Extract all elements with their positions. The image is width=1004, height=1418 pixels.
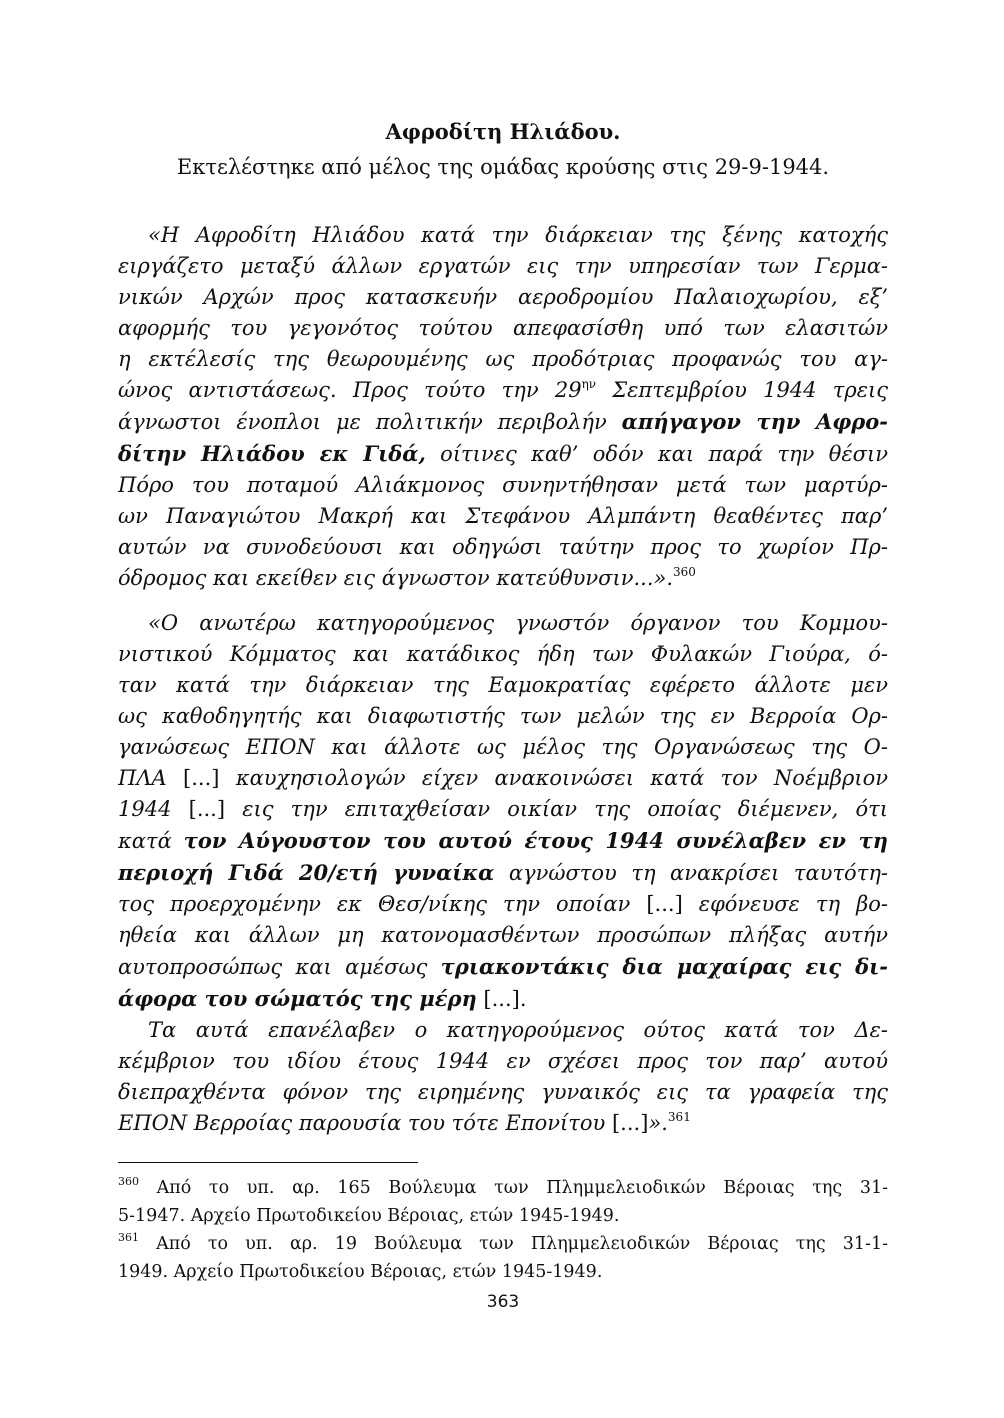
ellipsis-bracket: [...] — [611, 1111, 649, 1135]
text-line — [118, 889, 888, 920]
text-line — [118, 1046, 888, 1077]
text-line — [118, 1077, 888, 1108]
text-line — [118, 282, 888, 313]
text-run: ταν κατά την διάρκειαν της Εαμοκρατίας εφέρετο άλλοτε μεν — [118, 673, 888, 697]
text-run: εις την επιταχθείσαν οικίαν της οποίας διέμενεν, ότι — [225, 797, 888, 821]
text-run: ώνος αντιστάσεως. Προς τούτο την 29 — [118, 378, 582, 402]
footnote-ref-361: 361 — [667, 1110, 691, 1124]
footnote-line — [118, 1202, 888, 1230]
ellipsis-bracket: [...] — [188, 797, 226, 821]
text-line — [118, 1108, 888, 1139]
text-run: η εκτέλεσίς της θεωρουμένης ως προδότριας προφανώς του αγ- — [118, 347, 888, 371]
text-run: νιστικού Κόμματος και κατάδικος ήδη των Φυλακών Γιούρα, ό- — [118, 642, 888, 666]
ellipsis-bracket: [...] — [646, 892, 683, 916]
text-run: ΕΠΟΝ Βερροίας παρουσία του τότε Επονίτου — [118, 1111, 612, 1135]
footnote-360 — [118, 1174, 888, 1230]
bold-text: άφορα του σώματός της μέρη — [118, 986, 477, 1011]
text-run: ως καθοδηγητής και διαφωτιστής των μελών της εν Βερροία Ορ- — [118, 704, 888, 728]
text-line — [118, 639, 888, 670]
bold-text: τον Αύγουστον του αυτού έτους 1944 συνέλαβεν εν τη — [183, 828, 888, 853]
section-title: Αφροδίτη Ηλιάδου. — [385, 119, 621, 144]
footnote-divider — [118, 1162, 418, 1163]
ellipsis-bracket: [...]. — [476, 987, 527, 1011]
text-run: ων Παναγιώτου Μακρή και Στεφάνου Αλμπάντη θεαθέντες παρ’ — [118, 504, 888, 528]
text-line — [118, 220, 888, 251]
text-run: Τα αυτά επανέλαβεν ο κατηγορούμενος ούτος κατά τον Δε- — [148, 1018, 888, 1042]
text-line — [118, 532, 888, 563]
text-line — [118, 951, 888, 983]
text-run: όδρομος και εκείθεν εις άγνωστον κατεύθυνσιν...». — [118, 566, 674, 590]
bold-text: δίτην Ηλιάδου εκ Γιδά, — [118, 441, 426, 466]
text-run: Πόρο του ποταμού Αλιάκμονος συνηντήθησαν μετά των μαρτύρ- — [118, 473, 888, 497]
footnote-number: 361 — [118, 1231, 139, 1244]
text-run: αυτών να συνοδεύουσι και οδηγώσι ταύτην προς το χωρίον Πρ- — [118, 535, 888, 559]
text-line — [118, 920, 888, 951]
text-line — [118, 794, 888, 825]
footnote-line — [118, 1230, 888, 1258]
text-run: οίτινες καθ’ οδόν και παρά την θέσιν — [425, 442, 888, 466]
footnote-ref-360: 360 — [673, 565, 696, 579]
section-subtitle: Εκτελέστηκε από μέλος της ομάδας κρούσης στις 29-9-1944. — [176, 155, 830, 179]
text-run: ΠΛΑ — [118, 766, 184, 790]
bold-text: απήγαγον την Αφρο- — [621, 409, 888, 434]
text-run: διεπραχθέντα φόνον της ειρημένης γυναικός εις τα γραφεία της — [118, 1080, 888, 1104]
text-run: νικών Αρχών προς κατασκευήν αεροδρομίου Παλαιοχωρίου, εξ’ — [118, 285, 888, 309]
footnote-text: Από το υπ. αρ. 19 Βούλευμα των Πλημμελειοδικών Βέροιας της 31-1- — [139, 1234, 888, 1254]
text-line — [118, 470, 888, 501]
text-run: εφόνευσε τη βο- — [682, 892, 888, 916]
text-line — [118, 857, 888, 889]
text-run: ηθεία και άλλων μη κατονομασθέντων προσώπων πλήξας αυτήν — [118, 923, 888, 947]
page-number: 363 — [486, 1292, 520, 1312]
text-run: κατά — [118, 829, 184, 853]
quote-paragraph-2 — [118, 608, 888, 1139]
text-run: κέμβριον του ιδίου έτους 1944 εν σχέσει προς τον παρ’ αυτού — [118, 1049, 888, 1073]
footnotes — [118, 1174, 888, 1286]
text-line — [118, 825, 888, 857]
ellipsis-bracket: [...] — [183, 766, 220, 790]
text-run: καυχησιολογών είχεν ανακοινώσει κατά τον Νοέμβριον — [219, 766, 888, 790]
text-line — [118, 732, 888, 763]
text-run: αγνώστου τη ανακρίσει ταυτότη- — [494, 861, 888, 885]
text-line — [118, 608, 888, 639]
text-line — [118, 406, 888, 438]
text-run: «Η Αφροδίτη Ηλιάδου κατά την διάρκειαν της ξένης κατοχής — [148, 223, 888, 247]
text-line — [118, 344, 888, 375]
bold-text: περιοχή Γιδά 20/ετή γυναίκα — [118, 860, 495, 885]
text-run: γανώσεως ΕΠΟΝ και άλλοτε ως μέλος της Οργανώσεως της Ο- — [118, 735, 888, 759]
text-run: «Ο ανωτέρω κατηγορούμενος γνωστόν όργανον του Κομμου- — [148, 611, 888, 635]
text-line — [118, 670, 888, 701]
text-line — [118, 501, 888, 532]
text-line — [118, 983, 888, 1015]
footnote-text: 1949. Αρχείο Πρωτοδικείου Βέροιας, ετών 1945-1949. — [118, 1262, 603, 1282]
text-line — [118, 313, 888, 344]
bold-text: τριακοντάκις δια μαχαίρας εις δι- — [440, 954, 888, 979]
text-run: αφορμής του γεγονότος τούτου απεφασίσθη υπό των ελασιτών — [118, 316, 888, 340]
document-page — [118, 0, 888, 1418]
footnote-text: 5-1947. Αρχείο Πρωτοδικείου Βέροιας, ετών 1945-1949. — [118, 1206, 620, 1226]
text-run: 1944 — [118, 797, 189, 821]
text-line — [118, 563, 888, 594]
text-run: αυτοπροσώπως και αμέσως — [118, 955, 441, 979]
text-line — [118, 438, 888, 470]
text-run: ειργάζετο μεταξύ άλλων εργατών εις την υπηρεσίαν των Γερμα- — [118, 254, 888, 278]
text-line — [118, 763, 888, 794]
quote-paragraph-1 — [118, 220, 888, 594]
text-line — [118, 1015, 888, 1046]
footnote-line — [118, 1258, 888, 1286]
text-line — [118, 375, 888, 406]
footnote-number: 360 — [118, 1175, 139, 1188]
text-run: Σεπτεμβρίου 1944 τρεις — [596, 378, 888, 402]
text-run: τος προερχομένην εκ Θεσ/νίκης την οποίαν — [118, 892, 647, 916]
text-line — [118, 251, 888, 282]
superscript: ην — [581, 377, 597, 391]
text-run: ». — [648, 1111, 668, 1135]
footnote-361 — [118, 1230, 888, 1286]
text-run: άγνωστοι ένοπλοι με πολιτικήν περιβολήν — [118, 410, 622, 434]
footnote-text: Από το υπ. αρ. 165 Βούλευμα των Πλημμελειοδικών Βέροιας της 31- — [139, 1178, 888, 1198]
text-line — [118, 701, 888, 732]
footnote-line — [118, 1174, 888, 1202]
